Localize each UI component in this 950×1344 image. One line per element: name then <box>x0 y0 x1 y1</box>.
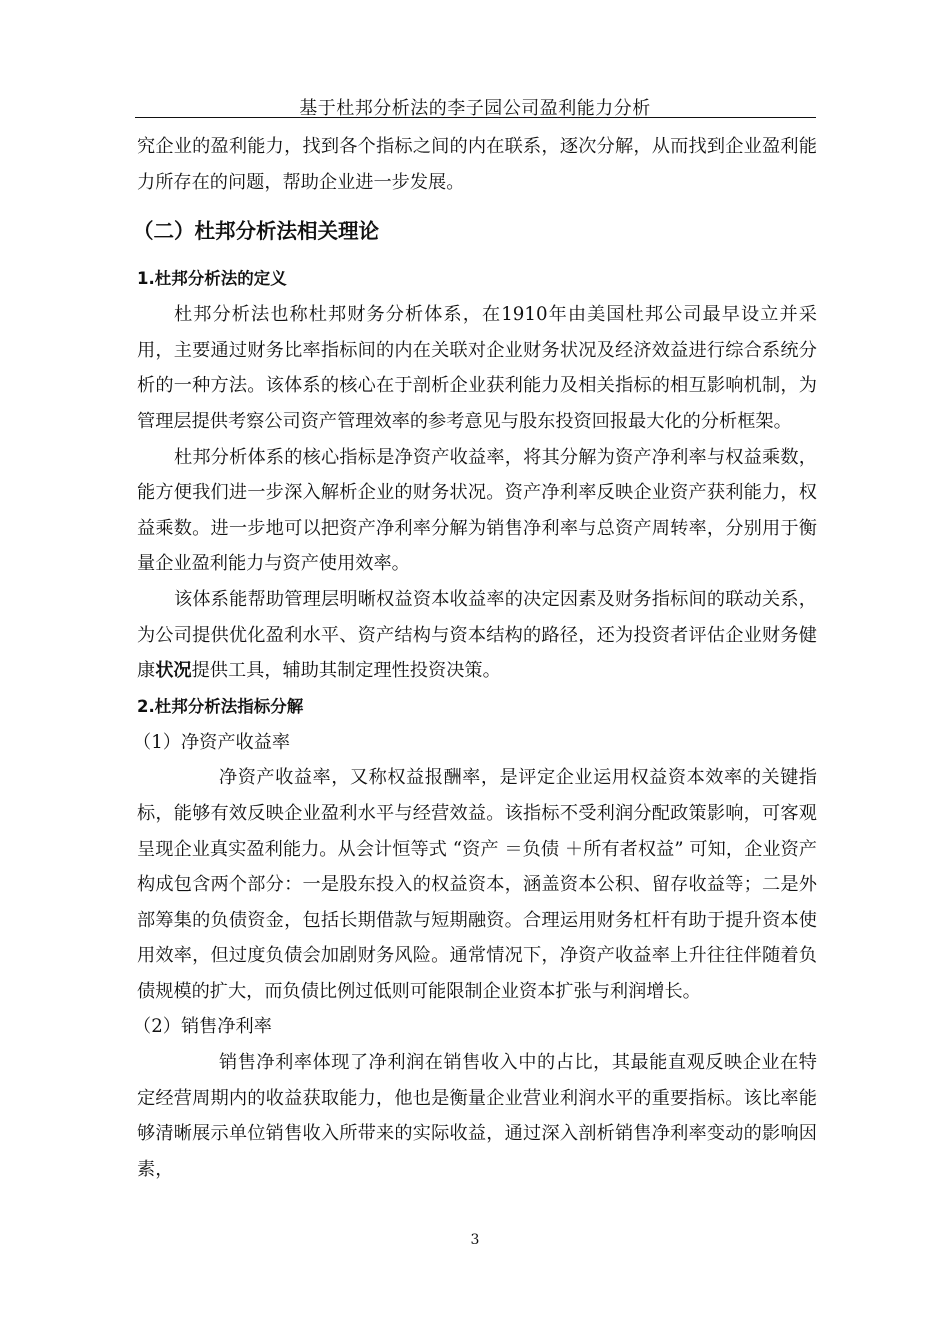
item-heading-roe: （1）净资产收益率 <box>133 731 291 753</box>
paragraph-net-profit-margin: 销售净利率体现了净利润在销售收入中的占比，其最能直观反映企业在特定经营周期内的收益获取能力，他也是衡量企业营业利润水平的重要指标。该比率能够清晰展示单位销售收入所带来的实际收益，通过深入剖析销售净利率变动的影响因素， <box>137 1052 817 1180</box>
paragraph-core-indicator: 杜邦分析体系的核心指标是净资产收益率，将其分解为资产净利率与权益乘数，能方便我们进一步深入解析企业的财务状况。资产净利率反映企业资产获利能力，权益乘数。进一步地可以把资产净利率分解为销售净利率与总资产周转率，分别用于衡量企业盈利能力与资产使用效率。 <box>137 446 817 575</box>
paragraph-continued: 究企业的盈利能力，找到各个指标之间的内在联系，逐次分解，从而找到企业盈利能力所存在的问题，帮助企业进一步发展。 <box>137 136 817 193</box>
bold-text: 状况 <box>155 660 192 682</box>
running-header: 基于杜邦分析法的李子园公司盈利能力分析 <box>299 98 651 119</box>
subsection-heading-decomposition: 2.杜邦分析法指标分解 <box>137 696 304 716</box>
subsection-heading-definition: 1.杜邦分析法的定义 <box>137 269 287 289</box>
body-content <box>133 129 817 1187</box>
paragraph-text: 该体系能帮助管理层明晰权益资本收益率的决定因素及财务指标间的联动关系，为公司提供优化盈利水平、资产结构与资本结构的路径，还为投资者评估企业财务健康 <box>137 588 817 682</box>
section-heading: （二）杜邦分析法相关理论 <box>133 219 379 244</box>
paragraph-system-benefit <box>137 582 817 689</box>
paragraph-text: 提供工具，辅助其制定理性投资决策。 <box>191 660 501 682</box>
paragraph-roe: 净资产收益率，又称权益报酬率，是评定企业运用权益资本效率的关键指标，能够有效反映企业盈利水平与经营效益。该指标不受利润分配政策影响，可客观呈现企业真实盈利能力。从会计恒等式 “资产 ＝负债 ＋所有者权益” 可知，企业资产构成包含两个部分：一是股东投入的权益资本，涵盖资本公积、留存收益等；二是外部筹集的负债资金，包括长期借款与短期融资。合理运用财务杠杆有助于提升资本使用效率，但过度负债会加剧财务风险。通常情况下，净资产收益率上升往往伴随着负债规模的扩大，而负债比例过低则可能限制企业资本扩张与利润增长。 <box>137 767 817 1002</box>
item-heading-net-profit-margin: （2）销售净利率 <box>133 1016 272 1038</box>
header-rule <box>135 117 816 118</box>
page-number: 3 <box>470 1232 480 1248</box>
paragraph-definition: 杜邦分析法也称杜邦财务分析体系，在1910年由美国杜邦公司最早设立并采用，主要通过财务比率指标间的内在关联对企业财务状况及经济效益进行综合系统分析的一种方法。该体系的核心在于剖析企业获利能力及相关指标的相互影响机制，为管理层提供考察公司资产管理效率的参考意见与股东投资回报最大化的分析框架。 <box>137 304 817 432</box>
